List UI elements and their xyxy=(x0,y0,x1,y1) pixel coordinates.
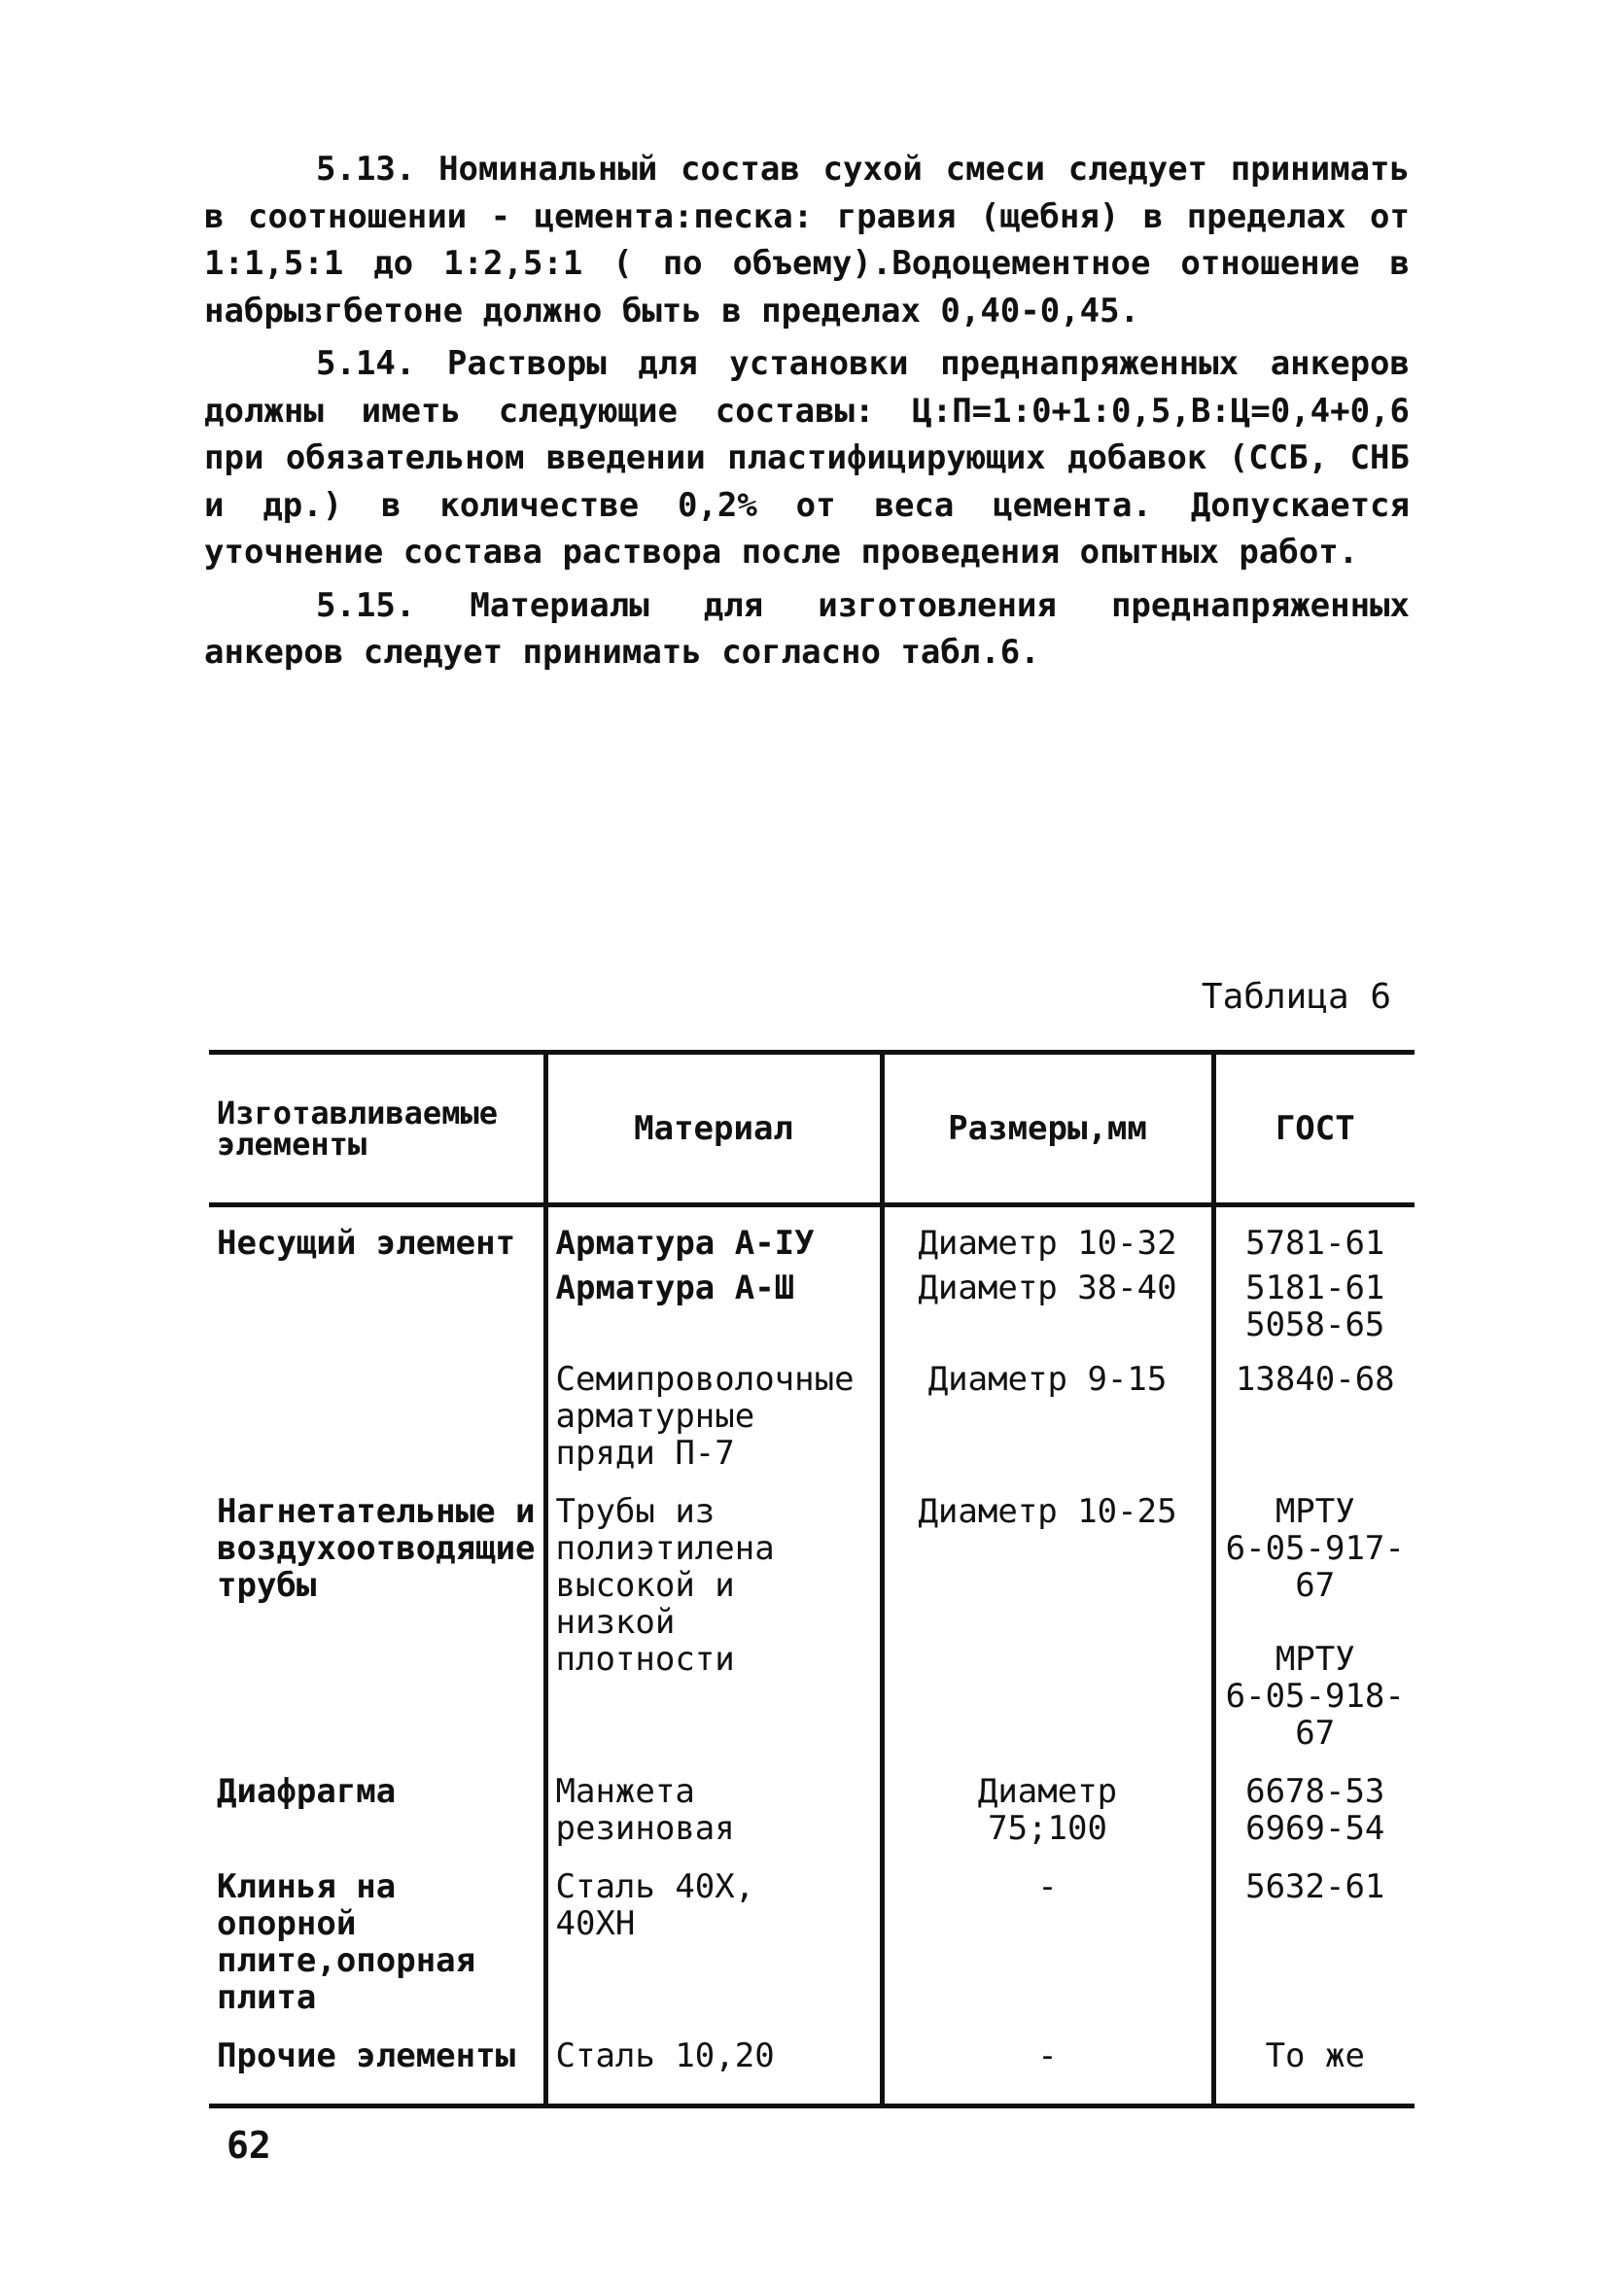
cell-element: Несущий элемент xyxy=(217,1224,516,1263)
cell-size: Диаметр 75;100 xyxy=(882,1756,1213,1851)
cell-material: Арматура А-Ш xyxy=(545,1266,882,1347)
table-row xyxy=(209,1266,1415,1347)
table-row xyxy=(209,1205,1415,1267)
table-row xyxy=(209,1347,1415,1476)
paragraph-5-14: 5.14. Растворы для установки преднапряженных анкеров должны иметь следующие составы: Ц:П=1:0+1:0,5,В:Ц=0,4+0,6 при обязательном введении пластифицирующих добавок (ССБ, СНБ и др.) в количестве 0,2% от веса цемента. Допускается уточнение состава раствора после проведения опытных работ. xyxy=(204,344,1410,572)
cell-size: Диаметр 10-25 xyxy=(882,1476,1213,1756)
cell-element xyxy=(209,1266,545,1347)
page-number: 62 xyxy=(227,2124,271,2167)
cell-material: Сталь 40Х, 40ХН xyxy=(545,1851,882,2020)
cell-material: Трубы из полиэтилена высокой и низкой плотности xyxy=(545,1476,882,1756)
table-body xyxy=(209,1205,1415,2106)
cell-size: - xyxy=(882,1851,1213,2020)
cell-gost: МРТУ 6-05-917-67 МРТУ 6-05-918-67 xyxy=(1213,1476,1415,1756)
cell-size: Диаметр 38-40 xyxy=(882,1266,1213,1347)
table-row xyxy=(209,1851,1415,2020)
header-gost: ГОСТ xyxy=(1213,1053,1415,1205)
cell-gost: 5632-61 xyxy=(1213,1851,1415,2020)
table-row xyxy=(209,2020,1415,2106)
cell-gost: То же xyxy=(1213,2020,1415,2106)
cell-size: Диаметр 10-32 xyxy=(882,1205,1213,1267)
cell-gost: 5181-61 5058-65 xyxy=(1213,1266,1415,1347)
table-header xyxy=(209,1053,1415,1205)
cell-material: Арматура А-IУ xyxy=(545,1205,882,1267)
cell-material: Манжета резиновая xyxy=(545,1756,882,1851)
materials-table xyxy=(209,1050,1415,2108)
cell-gost: 13840-68 xyxy=(1213,1347,1415,1476)
cell-element xyxy=(209,1347,545,1476)
paragraph-5-13: 5.13. Номинальный состав сухой смеси следует принимать в соотношении - цемента:песка: гравия (щебня) в пределах от 1:1,5:1 до 1:2,5:1 ( по объему).Водоцементное отношение в набрызгбетоне должно быть в пределах 0,40-0,45. xyxy=(204,150,1410,330)
cell-gost: 6678-53 6969-54 xyxy=(1213,1756,1415,1851)
header-material: Материал xyxy=(545,1053,882,1205)
cell-element: Клинья на опорной плите,опорная плита xyxy=(217,1867,476,2017)
body-text xyxy=(204,146,1410,682)
paragraph-5-15: 5.15. Материалы для изготовления преднапряженных анкеров следует принимать согласно табл.6. xyxy=(204,585,1410,672)
cell-material: Семипроволочные арматурные пряди П-7 xyxy=(545,1347,882,1476)
cell-element: Нагнетательные и воздухоотводящие трубы xyxy=(217,1492,536,1605)
header-elements: Изготавливаемые элементы xyxy=(209,1053,545,1205)
cell-element: Прочие элементы xyxy=(209,2020,545,2106)
cell-size: Диаметр 9-15 xyxy=(882,1347,1213,1476)
table-caption: Таблица 6 xyxy=(1201,977,1391,1017)
cell-size: - xyxy=(882,2020,1213,2106)
table-row xyxy=(209,1756,1415,1851)
cell-material: Сталь 10,20 xyxy=(545,2020,882,2106)
cell-gost: 5781-61 xyxy=(1213,1205,1415,1267)
header-sizes: Размеры,мм xyxy=(882,1053,1213,1205)
header-row xyxy=(209,1053,1415,1205)
cell-element: Диафрагма xyxy=(217,1772,397,1811)
table-row xyxy=(209,1476,1415,1756)
